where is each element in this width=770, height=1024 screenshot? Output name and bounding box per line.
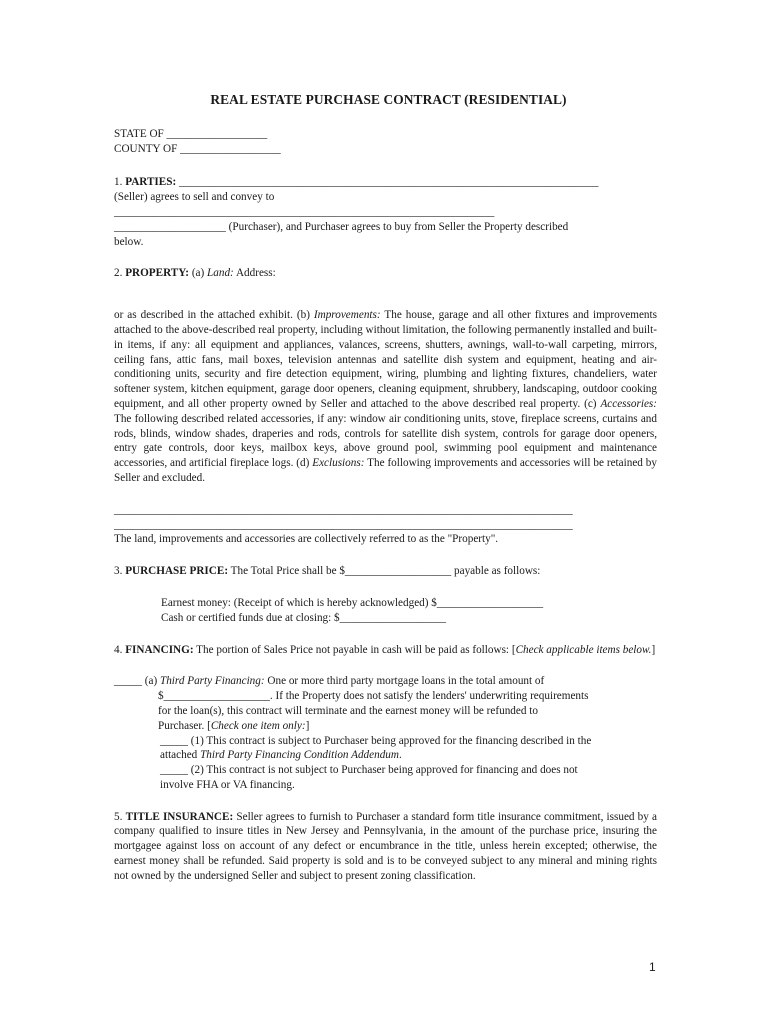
financing-item-a-line: for the loan(s), this contract will terminate and the earnest money will be refunded to xyxy=(158,704,538,717)
section-number: 1. xyxy=(114,176,126,189)
section-financing xyxy=(114,643,657,793)
parties-blank: ___________________________________________________________________________ xyxy=(176,176,599,189)
period: . xyxy=(398,749,402,762)
section-parties xyxy=(114,175,657,249)
parties-line: (Seller) agrees to sell and convey to xyxy=(114,191,275,204)
exclusions-blank: __________________________________________________________________________________ xyxy=(114,518,573,531)
parties-line: below. xyxy=(114,235,144,248)
parties-heading: PARTIES: xyxy=(125,176,177,189)
title-insurance-text: Seller agrees to furnish to Purchaser a standard form title insurance commitment, issued by a company qualified to insure titles in New Jersey and Pennsylvania, in the amount of the purchase price, insuring the mortgagee against loss on account of any defect or encumbrance in the title, unless herein excepted; otherwise, the earnest money shall be refunded. Said property is sold and is to be conveyed subject to any mineral and mining rights not owned by the undersigned Seller and subject to present zoning classification. xyxy=(114,810,658,882)
purchase-price-heading: PURCHASE PRICE: xyxy=(125,565,229,578)
property-definition: The land, improvements and accessories are collectively referred to as the "Property". xyxy=(114,533,499,546)
title-insurance-heading: TITLE INSURANCE: xyxy=(125,810,234,823)
land-label: Land: xyxy=(207,267,234,280)
accessories-label: Accessories: xyxy=(600,397,657,410)
section-title-insurance xyxy=(114,810,657,884)
financing-heading: FINANCING: xyxy=(125,643,194,656)
financing-check-note: Check applicable items below. xyxy=(515,643,652,656)
cash-at-closing-line: Cash or certified funds due at closing: $___________________ xyxy=(161,611,446,624)
financing-item-a-line: $___________________. If the Property does not satisfy the lenders' underwriting requirements xyxy=(158,690,589,703)
section-purchase-price xyxy=(114,564,657,625)
exclusions-blank: __________________________________________________________________________________ xyxy=(114,503,573,516)
financing-item-a-text: One or more third party mortgage loans in the total amount of xyxy=(264,675,545,688)
third-party-financing-label: Third Party Financing: xyxy=(159,675,265,688)
financing-option-2-line: involve FHA or VA financing. xyxy=(160,778,295,791)
financing-text: The portion of Sales Price not payable in cash will be paid as follows: [ xyxy=(193,643,516,656)
section-number: 5. xyxy=(114,810,126,823)
section-number: 2. xyxy=(114,267,126,280)
page-number: 1 xyxy=(649,960,656,974)
county-line: COUNTY OF __________________ xyxy=(114,142,281,155)
section-property xyxy=(114,266,657,547)
property-text: or as described in the attached exhibit. (b) xyxy=(114,309,314,322)
document-title: REAL ESTATE PURCHASE CONTRACT (RESIDENTIAL) xyxy=(210,92,567,107)
document-body xyxy=(114,93,657,884)
earnest-money-line: Earnest money: (Receipt of which is hereby acknowledged) $___________________ xyxy=(161,596,544,609)
property-text: The house, garage and all other fixtures and improvements attached to the above-described real property, including without limitation, the following permanently installed and built-in items, if any: all equipment and appliances, valances, screens, shutters, awnings, wall-to-wall carpeting, mirrors, ceiling fans, attic fans, mail boxes, television antennas and satellite dish system and equipment, heating and air-conditioning units, security and fire detection equipment, wiring, plumbing and lighting fixtures, chandeliers, water softener system, kitchen equipment, garage door openers, cleaning equipment, shrubbery, landscaping, outdoor cooking equipment, and all other property owned by Seller and attached to the above described real property. (c) xyxy=(114,309,657,410)
parties-line: ____________________ (Purchaser), and Purchaser agrees to buy from Seller the Property described xyxy=(114,220,569,233)
land-prefix: (a) xyxy=(189,267,208,280)
bracket: ] xyxy=(651,643,656,656)
financing-item-a-line: Purchaser. [ xyxy=(158,719,211,732)
property-text: The following improvements and accessories will be retained by Seller and excluded. xyxy=(114,457,657,484)
financing-item-a-blank: _____ (a) xyxy=(114,675,160,688)
financing-option-1: _____ (1) This contract is subject to Purchaser being approved for the financing described in the xyxy=(160,734,592,747)
state-line: STATE OF __________________ xyxy=(114,127,268,140)
financing-option-1-text: attached xyxy=(160,749,201,762)
improvements-label: Improvements: xyxy=(313,309,381,322)
addendum-title: Third Party Financing Condition Addendum xyxy=(200,749,399,762)
section-number: 4. xyxy=(114,643,126,656)
property-text: The following described related accessories, if any: window air conditioning units, stove, fireplace screens, curtains and rods, blinds, window shades, draperies and rods, controls for satellite dish system, controls for garage door openers, entry gate controls, door keys, mailbox keys, above ground pool, swimming pool equipment and maintenance accessories, and artificial fireplace logs. (d) xyxy=(114,412,657,470)
section-number: 3. xyxy=(114,565,126,578)
purchase-price-text: The Total Price shall be $___________________ payable as follows: xyxy=(228,565,541,578)
property-paragraph xyxy=(114,308,657,486)
financing-option-2: _____ (2) This contract is not subject to Purchaser being approved for financing and does not xyxy=(160,764,578,777)
bracket: ] xyxy=(305,719,310,732)
check-one-note: Check one item only: xyxy=(210,719,306,732)
land-address-label: Address: xyxy=(233,267,276,280)
property-heading: PROPERTY: xyxy=(125,267,190,280)
parties-line: ____________________________________________________________________ xyxy=(114,205,495,218)
exclusions-label: Exclusions: xyxy=(312,457,365,470)
